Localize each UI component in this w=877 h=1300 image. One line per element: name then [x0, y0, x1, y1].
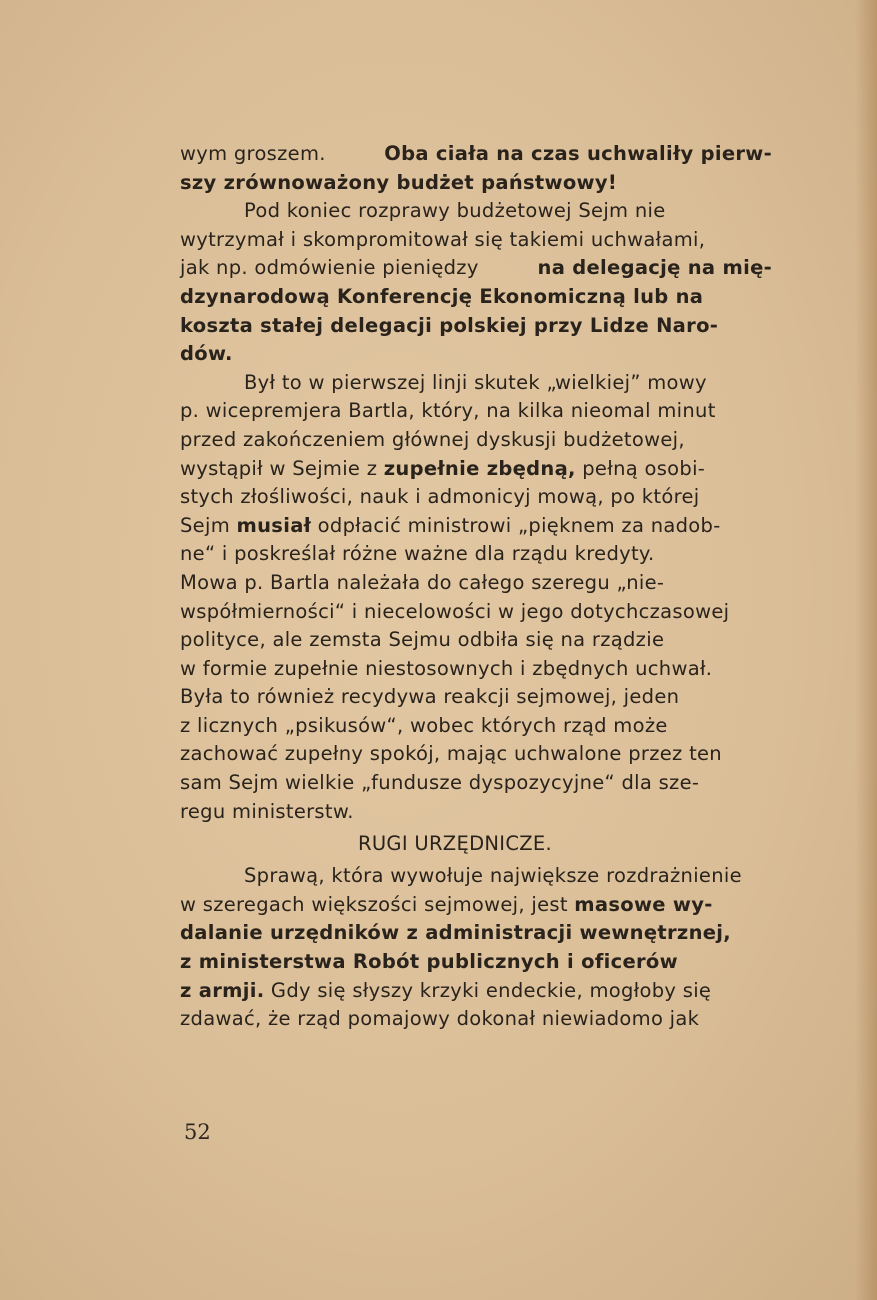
- text-line: wystąpił w Sejmie z zupełnie zbędną, pełną osobi-: [180, 456, 706, 480]
- text-line: w szeregach większości sejmowej, jest masowe wy-: [180, 892, 713, 916]
- text-line: Była to również recydywa reakcji sejmowej, jeden: [180, 685, 680, 709]
- text-line: zachować zupełny spokój, mając uchwalone przez ten: [180, 742, 722, 766]
- section-heading: RUGI URZĘDNICZE.: [358, 831, 553, 855]
- text-line: sam Sejm wielkie „fundusze dyspozycyjne“ dla sze-: [180, 771, 700, 795]
- text-line: stych złośliwości, nauk i admonicyj mową, po której: [180, 485, 700, 509]
- text-line: polityce, ale zemsta Sejmu odbiła się na rządzie: [180, 628, 665, 652]
- text-line: p. wicepremjera Bartla, który, na kilka nieomal minut: [180, 399, 716, 423]
- text-line: Pod koniec rozprawy budżetowej Sejm nie: [244, 199, 666, 223]
- text-line: dzynarodową Konferencję Ekonomiczną lub na: [180, 284, 704, 308]
- text-line: w formie zupełnie niestosownych i zbędnych uchwał.: [180, 656, 713, 680]
- text-line: ne“ i poskreślał różne ważne dla rządu kredyty.: [180, 542, 655, 566]
- text-line: Był to w pierwszej linji skutek „wielkiej” mowy: [244, 370, 707, 394]
- text-line: dalanie urzędników z administracji wewnętrznej,: [180, 921, 731, 945]
- text-line: szy zrównoważony budżet państwowy!: [180, 170, 618, 194]
- text-line: zdawać, że rząd pomajowy dokonał niewiadomo jak: [180, 1007, 700, 1031]
- text-line: wym groszem. Oba ciała na czas uchwaliły pierw-: [180, 142, 772, 165]
- page-edge-shadow: [855, 0, 877, 1300]
- page-text: [180, 140, 772, 1034]
- text-line: Sprawą, która wywołuje największe rozdrażnienie: [244, 864, 742, 888]
- text-line: przed zakończeniem głównej dyskusji budżetowej,: [180, 427, 685, 451]
- text-line: z armji. Gdy się słyszy krzyki endeckie, mogłoby się: [180, 978, 712, 1002]
- text-line: wytrzymał i skompromitował się takiemi uchwałami,: [180, 227, 706, 251]
- text-line: Sejm musiał odpłacić ministrowi „pięknem za nadob-: [180, 513, 721, 537]
- text-line: współmierności“ i niecelowości w jego dotychczasowej: [180, 599, 730, 623]
- text-line: Mowa p. Bartla należała do całego szeregu „nie-: [180, 570, 665, 594]
- text-line: jak np. odmówienie pieniędzy na delegację na mię-: [180, 256, 772, 280]
- text-line: z licznych „psikusów“, wobec których rząd może: [180, 713, 668, 737]
- text-line: koszta stałej delegacji polskiej przy Lidze Naro-: [180, 313, 719, 337]
- page-number: 52: [184, 1120, 211, 1144]
- text-line: regu ministerstw.: [180, 799, 354, 823]
- text-line: dów.: [180, 342, 233, 366]
- text-line: z ministerstwa Robót publicznych i oficerów: [180, 950, 678, 974]
